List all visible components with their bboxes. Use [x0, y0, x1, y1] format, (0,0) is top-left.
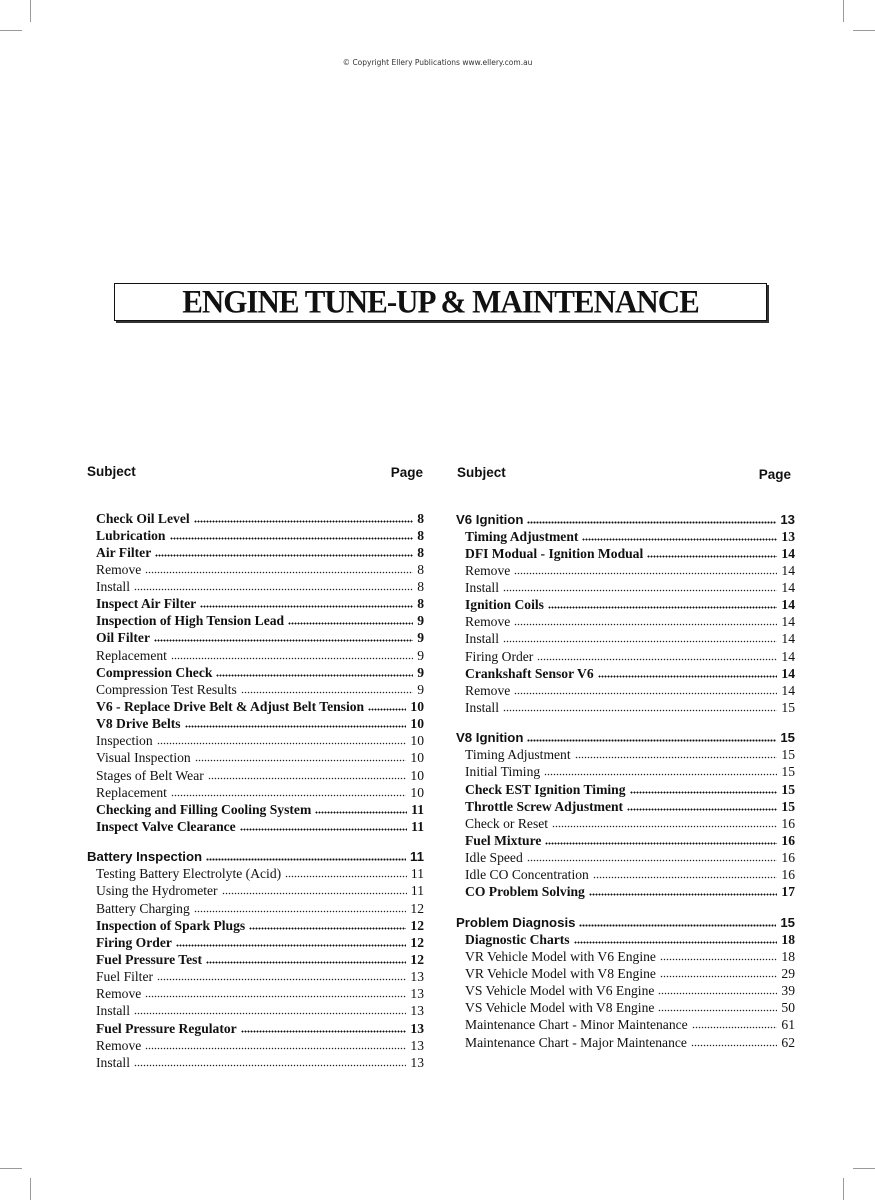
dot-leader: [195, 759, 407, 762]
toc-entry: [456, 579, 795, 596]
toc-entry-page: 9: [417, 613, 424, 629]
toc-entry: [456, 596, 795, 613]
toc-section-heading: [456, 914, 795, 931]
toc-entry-label: Remove: [465, 614, 511, 630]
toc-entry-label: Maintenance Chart - Minor Maintenance: [465, 1017, 688, 1033]
dot-leader: [692, 1026, 778, 1029]
toc-list: [87, 510, 424, 1072]
toc-entry-label: Idle CO Concentration: [465, 867, 589, 883]
dot-leader: [627, 808, 777, 811]
toc-entry-page: 14: [781, 631, 795, 647]
toc-entry: [87, 865, 424, 882]
dot-leader: [544, 773, 777, 776]
dot-leader: [582, 538, 777, 541]
dot-leader: [145, 571, 413, 574]
toc-entry-page: 10: [410, 784, 424, 800]
title-box: [114, 283, 767, 321]
toc-entry-label: Firing Order: [96, 934, 172, 950]
toc-entry-page: 15: [780, 914, 795, 930]
crop-mark: [853, 1168, 875, 1169]
toc-entry: [87, 629, 424, 646]
toc-entry-label: V6 - Replace Drive Belt & Adjust Belt Tension: [96, 699, 365, 715]
toc-entry-page: 14: [781, 665, 795, 681]
toc-entry-label: Ignition Coils: [465, 597, 544, 613]
toc-header: [456, 465, 795, 495]
dot-leader: [503, 640, 777, 643]
toc-section-heading: [87, 848, 424, 865]
toc-entry: [456, 883, 795, 900]
toc-entry-label: Check EST Ignition Timing: [465, 781, 626, 797]
toc-entry: [456, 528, 795, 545]
dot-leader: [514, 623, 777, 626]
toc-left-column: [87, 464, 424, 1071]
toc-entry-label: Testing Battery Electrolyte (Acid): [96, 866, 282, 882]
toc-entry-page: 9: [417, 630, 424, 646]
toc-entry-page: 14: [781, 614, 795, 630]
toc-header: [87, 464, 424, 494]
toc-entry-label: Remove: [96, 986, 142, 1002]
toc-entry: [87, 527, 424, 544]
toc-entry-label: Crankshaft Sensor V6: [465, 665, 594, 681]
dot-leader: [206, 858, 406, 861]
toc-entry-label: Stages of Belt Wear: [96, 767, 204, 783]
toc-entry-page: 16: [781, 833, 795, 849]
toc-entry-label: Maintenance Chart - Major Maintenance: [465, 1034, 687, 1050]
toc-entry-label: VS Vehicle Model with V8 Engine: [465, 1000, 655, 1016]
toc-entry-page: 9: [417, 664, 424, 680]
toc-entry-page: 13: [781, 528, 795, 544]
toc-entry-label: Visual Inspection: [96, 750, 191, 766]
dot-leader: [598, 675, 778, 678]
toc-entry: [456, 982, 795, 999]
subject-heading: Subject: [87, 464, 136, 479]
toc-entry-page: 9: [417, 681, 424, 697]
toc-entry: [456, 562, 795, 579]
toc-entry: [87, 715, 424, 732]
toc-entry: [87, 968, 424, 985]
toc-entry-page: 8: [417, 561, 424, 577]
toc-entry-label: Install: [465, 631, 499, 647]
toc-entry: [456, 1016, 795, 1033]
dot-leader: [157, 978, 406, 981]
toc-entry-label: Battery Charging: [96, 900, 190, 916]
toc-entry-page: 14: [781, 562, 795, 578]
toc-entry: [87, 917, 424, 934]
toc-entry-label: Remove: [465, 682, 511, 698]
toc-entry: [456, 866, 795, 883]
toc-entry-label: Fuel Pressure Test: [96, 952, 202, 968]
toc-entry-page: 8: [417, 596, 424, 612]
toc-entry-page: 9: [417, 647, 424, 663]
dot-leader: [194, 520, 414, 523]
toc-section-heading: [456, 511, 795, 528]
crop-mark: [30, 1178, 31, 1200]
toc-entry-label: Inspection: [96, 733, 153, 749]
toc-entry-label: Inspection of High Tension Lead: [96, 613, 285, 629]
toc-entry: [87, 698, 424, 715]
toc-entry-page: 13: [410, 1020, 424, 1036]
toc-entry: [87, 934, 424, 951]
toc-entry-page: 8: [417, 527, 424, 543]
toc-entry-label: Compression Check: [96, 664, 213, 680]
crop-mark: [843, 1178, 844, 1200]
toc-entry: [87, 732, 424, 749]
toc-entry-page: 13: [780, 511, 795, 527]
dot-leader: [241, 691, 413, 694]
toc-entry: [87, 510, 424, 527]
toc-entry: [87, 985, 424, 1002]
toc-entry-label: Checking and Filling Cooling System: [96, 801, 312, 817]
toc-entry-page: 12: [410, 900, 424, 916]
dot-leader: [579, 924, 776, 927]
toc-entry: [87, 1020, 424, 1037]
toc-entry-label: Inspect Valve Clearance: [96, 819, 236, 835]
dot-leader: [589, 893, 778, 896]
crop-mark: [0, 30, 22, 31]
page-heading: Page: [390, 465, 423, 480]
dot-leader: [288, 622, 413, 625]
toc-entry-page: 13: [410, 1037, 424, 1053]
dot-leader: [503, 709, 777, 712]
toc-entry-label: V8 Ignition: [456, 730, 524, 746]
dot-leader: [134, 1012, 406, 1015]
toc-entry-page: 10: [410, 733, 424, 749]
toc-right-column: [456, 465, 795, 1051]
toc-entry-label: Inspection of Spark Plugs: [96, 917, 246, 933]
dot-leader: [660, 958, 777, 961]
toc-entry-label: Check or Reset: [465, 815, 549, 831]
toc-entry-page: 18: [781, 931, 795, 947]
toc-entry-page: 62: [781, 1034, 795, 1050]
toc-entry: [456, 798, 795, 815]
toc-entry-label: Throttle Screw Adjustment: [465, 798, 624, 814]
toc-entry-label: Compression Test Results: [96, 681, 237, 697]
toc-entry: [456, 699, 795, 716]
dot-leader: [185, 725, 407, 728]
toc-entry: [87, 544, 424, 561]
toc-entry-label: Oil Filter: [96, 630, 150, 646]
dot-leader: [503, 589, 777, 592]
dot-leader: [658, 1009, 777, 1012]
toc-entry-page: 15: [781, 798, 795, 814]
toc-entry-label: Initial Timing: [465, 764, 541, 780]
toc-entry-label: Fuel Mixture: [465, 833, 542, 849]
dot-leader: [691, 1044, 777, 1047]
crop-mark: [0, 1168, 22, 1169]
dot-leader: [285, 875, 407, 878]
toc-entry-page: 15: [780, 730, 795, 746]
dot-leader: [216, 674, 413, 677]
dot-leader: [368, 708, 406, 711]
toc-entry-page: 17: [781, 884, 795, 900]
copyright-notice: © Copyright Ellery Publications www.ellery.com.au: [342, 58, 533, 67]
toc-entry: [87, 801, 424, 818]
toc-entry: [456, 815, 795, 832]
dot-leader: [240, 828, 407, 831]
dot-leader: [206, 961, 406, 964]
dot-leader: [548, 606, 777, 609]
dot-leader: [222, 892, 407, 895]
toc-entry-page: 15: [781, 781, 795, 797]
toc-entry: [87, 951, 424, 968]
subject-heading: Subject: [457, 465, 506, 480]
toc-entry-page: 8: [417, 510, 424, 526]
crop-mark: [30, 0, 31, 22]
dot-leader: [200, 605, 413, 608]
toc-entry-page: 8: [417, 544, 424, 560]
dot-leader: [155, 554, 413, 557]
toc-entry: [456, 999, 795, 1016]
dot-leader: [527, 739, 776, 742]
toc-entry: [87, 749, 424, 766]
toc-entry: [456, 630, 795, 647]
dot-leader: [630, 791, 778, 794]
dot-leader: [249, 927, 406, 930]
toc-entry-page: 14: [781, 648, 795, 664]
toc-entry: [87, 818, 424, 835]
toc-entry-label: Firing Order: [465, 648, 534, 664]
dot-leader: [574, 941, 778, 944]
dot-leader: [660, 975, 777, 978]
toc-entry-page: 8: [417, 579, 424, 595]
dot-leader: [194, 910, 407, 913]
toc-entry-page: 10: [410, 767, 424, 783]
toc-entry-label: Problem Diagnosis: [456, 914, 576, 930]
dot-leader: [241, 1030, 407, 1033]
toc-section-heading: [456, 729, 795, 746]
toc-entry: [456, 648, 795, 665]
toc-entry-page: 13: [410, 1054, 424, 1070]
toc-entry: [87, 1037, 424, 1054]
dot-leader: [145, 995, 406, 998]
dot-leader: [527, 521, 776, 524]
toc-entry: [456, 948, 795, 965]
toc-entry-page: 10: [410, 699, 424, 715]
toc-entry: [456, 682, 795, 699]
toc-entry-page: 16: [781, 850, 795, 866]
toc-entry-page: 14: [781, 545, 795, 561]
toc-entry: [456, 832, 795, 849]
toc-entry-page: 61: [781, 1017, 795, 1033]
toc-entry-page: 12: [410, 917, 424, 933]
toc-entry-label: Check Oil Level: [96, 510, 190, 526]
crop-mark: [853, 30, 875, 31]
dot-leader: [134, 588, 413, 591]
toc-entry: [456, 763, 795, 780]
toc-entry-page: 16: [781, 815, 795, 831]
toc-entry: [456, 613, 795, 630]
dot-leader: [176, 944, 407, 947]
toc-entry-page: 11: [410, 849, 424, 865]
toc-entry-label: Idle Speed: [465, 850, 523, 866]
toc-entry-label: Timing Adjustment: [465, 747, 571, 763]
dot-leader: [134, 1064, 406, 1067]
toc-entry-label: VR Vehicle Model with V6 Engine: [465, 948, 656, 964]
toc-entry-label: Replacement: [96, 784, 167, 800]
crop-mark: [843, 0, 844, 22]
toc-entry-page: 29: [781, 966, 795, 982]
toc-entry: [87, 1054, 424, 1071]
toc-entry-page: 39: [781, 983, 795, 999]
toc-entry-page: 15: [781, 700, 795, 716]
page-heading: Page: [758, 467, 791, 482]
dot-leader: [157, 742, 407, 745]
toc-entry-page: 15: [781, 747, 795, 763]
toc-entry-page: 15: [781, 764, 795, 780]
dot-leader: [647, 555, 777, 558]
dot-leader: [208, 777, 407, 780]
toc-list: [456, 511, 795, 1051]
toc-entry-label: CO Problem Solving: [465, 884, 585, 900]
page-title: ENGINE TUNE-UP & MAINTENANCE: [182, 282, 699, 321]
dot-leader: [527, 859, 778, 862]
dot-leader: [170, 537, 414, 540]
dot-leader: [545, 842, 777, 845]
toc-entry: [87, 612, 424, 629]
toc-entry: [87, 561, 424, 578]
dot-leader: [552, 825, 777, 828]
toc-entry: [87, 595, 424, 612]
toc-entry: [87, 1002, 424, 1019]
dot-leader: [514, 692, 777, 695]
toc-entry: [456, 545, 795, 562]
toc-entry-label: Fuel Filter: [96, 969, 154, 985]
toc-entry-page: 18: [781, 948, 795, 964]
dot-leader: [154, 639, 413, 642]
toc-entry: [87, 681, 424, 698]
toc-entry-label: VS Vehicle Model with V6 Engine: [465, 983, 655, 999]
toc-entry-page: 14: [781, 682, 795, 698]
toc-entry: [87, 882, 424, 899]
toc-entry-label: Timing Adjustment: [465, 528, 579, 544]
toc-entry: [456, 665, 795, 682]
toc-entry: [87, 664, 424, 681]
dot-leader: [658, 992, 777, 995]
toc-entry-label: V6 Ignition: [456, 511, 524, 527]
toc-entry-label: Install: [96, 579, 130, 595]
toc-entry-page: 11: [411, 819, 424, 835]
toc-entry-page: 12: [410, 952, 424, 968]
toc-entry-page: 13: [410, 969, 424, 985]
toc-entry-label: DFI Modual - Ignition Modual: [465, 545, 644, 561]
toc-entry-label: Remove: [96, 1037, 142, 1053]
dot-leader: [514, 572, 777, 575]
toc-entry-page: 14: [781, 597, 795, 613]
toc-entry-page: 14: [781, 580, 795, 596]
toc-entry-label: Install: [96, 1054, 130, 1070]
toc-entry: [87, 900, 424, 917]
toc-entry-label: Diagnostic Charts: [465, 931, 570, 947]
toc-entry: [456, 965, 795, 982]
dot-leader: [171, 657, 413, 660]
dot-leader: [145, 1047, 406, 1050]
dot-leader: [537, 658, 777, 661]
dot-leader: [575, 756, 778, 759]
toc-entry-page: 11: [410, 883, 424, 899]
toc-entry-page: 11: [410, 866, 424, 882]
toc-entry-label: Air Filter: [96, 544, 152, 560]
toc-entry-label: VR Vehicle Model with V8 Engine: [465, 966, 656, 982]
toc-entry-page: 50: [781, 1000, 795, 1016]
toc-entry-label: Fuel Pressure Regulator: [96, 1020, 237, 1036]
toc-entry-label: Battery Inspection: [87, 849, 203, 865]
toc-entry-page: 12: [410, 934, 424, 950]
dot-leader: [315, 811, 407, 814]
toc-entry-page: 10: [410, 716, 424, 732]
toc-entry-label: Remove: [465, 562, 511, 578]
dot-leader: [171, 794, 406, 797]
toc-entry: [87, 784, 424, 801]
toc-entry: [87, 647, 424, 664]
toc-entry-page: 16: [781, 867, 795, 883]
toc-entry-label: Replacement: [96, 647, 167, 663]
toc-entry: [456, 931, 795, 948]
toc-entry-label: Using the Hydrometer: [96, 883, 218, 899]
toc-entry-label: Install: [96, 1003, 130, 1019]
toc-entry: [456, 781, 795, 798]
toc-entry-label: V8 Drive Belts: [96, 716, 181, 732]
toc-entry-label: Inspect Air Filter: [96, 596, 197, 612]
dot-leader: [593, 876, 778, 879]
toc-entry: [456, 746, 795, 763]
toc-entry-page: 13: [410, 1003, 424, 1019]
toc-entry-label: Install: [465, 700, 499, 716]
toc-entry-page: 13: [410, 986, 424, 1002]
toc-entry: [456, 1034, 795, 1051]
toc-entry-label: Lubrication: [96, 527, 166, 543]
toc-entry: [456, 849, 795, 866]
toc-entry-page: 11: [411, 801, 424, 817]
toc-entry: [87, 578, 424, 595]
toc-entry-label: Remove: [96, 561, 142, 577]
toc-entry: [87, 767, 424, 784]
toc-entry-page: 10: [410, 750, 424, 766]
toc-entry-label: Install: [465, 580, 499, 596]
